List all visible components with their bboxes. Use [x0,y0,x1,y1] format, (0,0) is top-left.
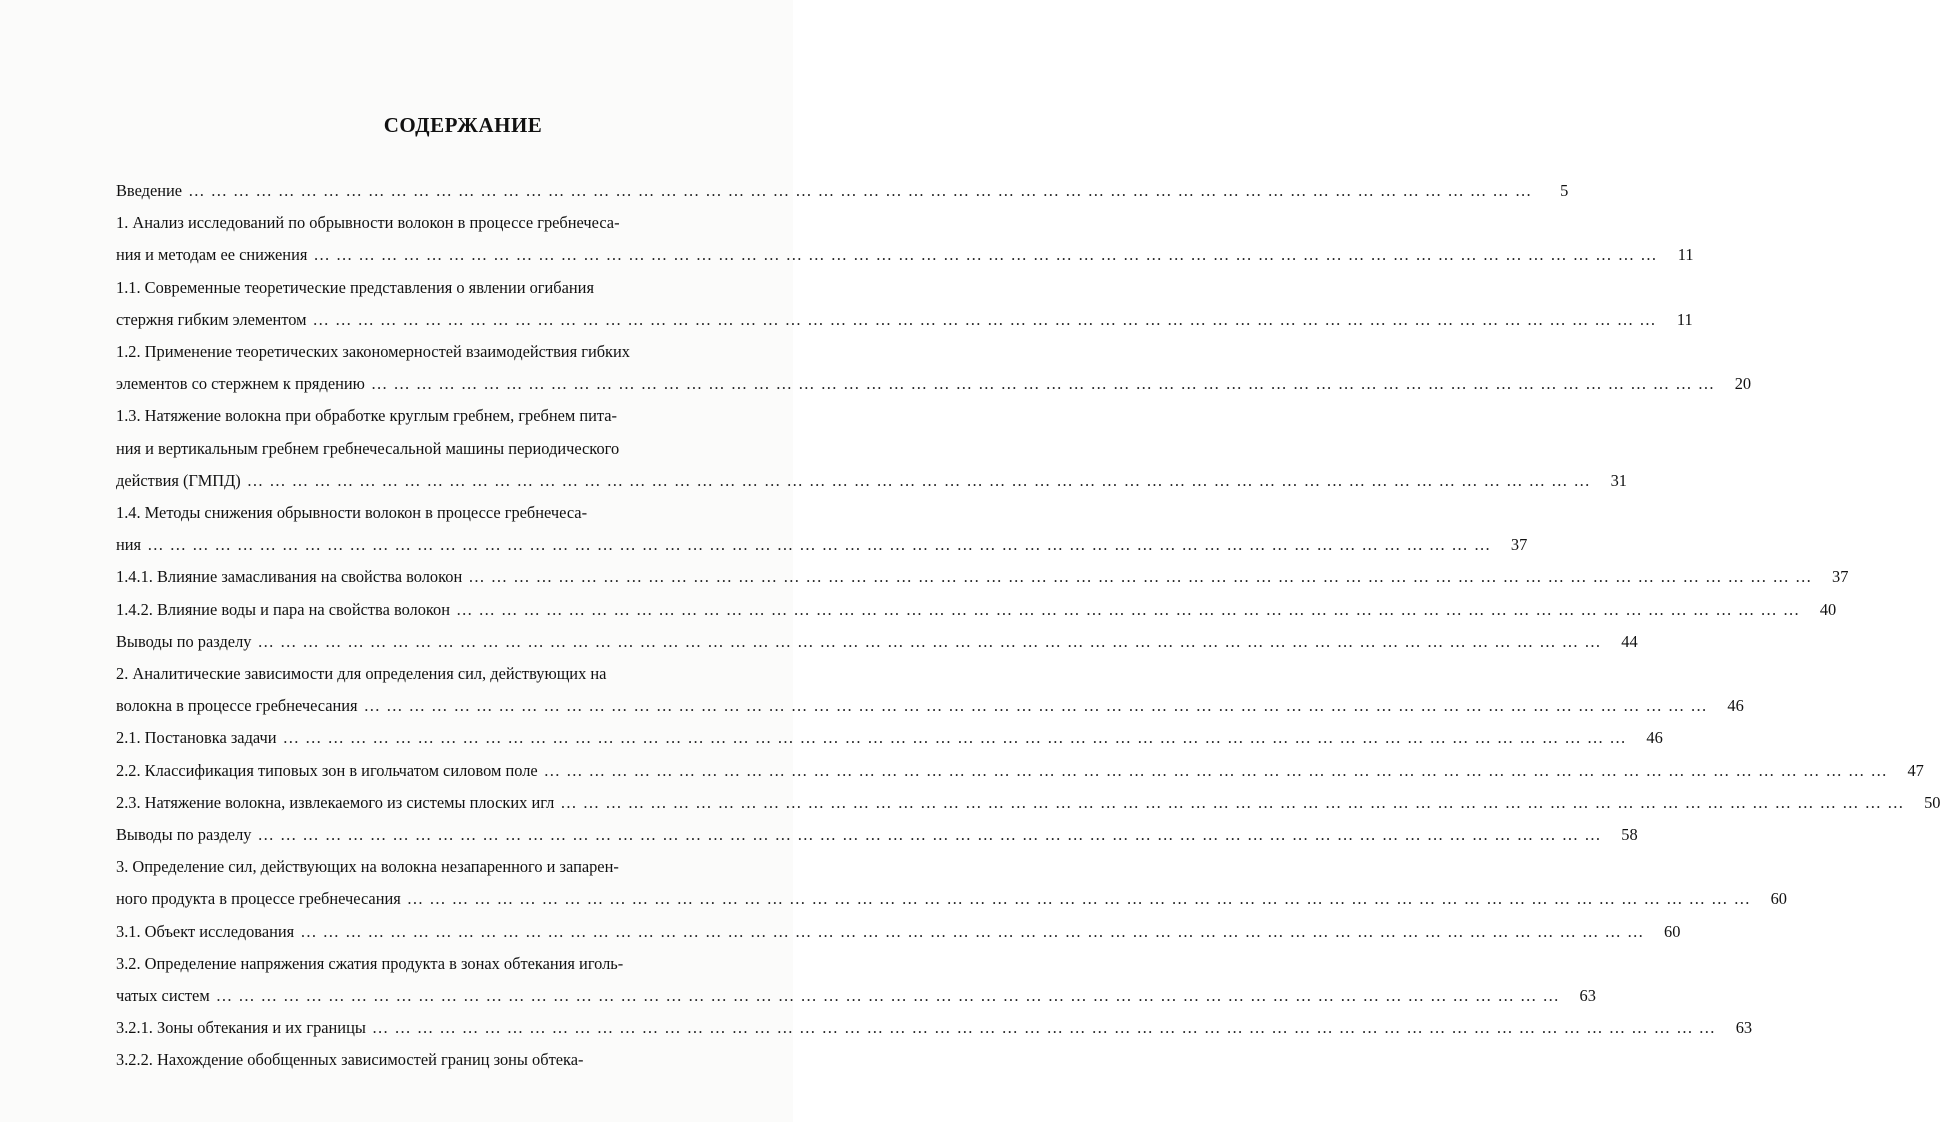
toc-entry-line [116,948,748,980]
toc-entry-line [116,304,1693,336]
leader-dots: … … … … … … … … … … … … … … … … … … … … … … … … … … … … … … … … … … … … … … … … … … … … … … … … … … … … … … … … … … … … [257,631,1602,651]
toc-entry-text: Выводы по разделу [116,631,252,651]
toc-page-number: 58 [1621,825,1638,845]
toc-page-number: 37 [1510,535,1528,555]
toc-entry-line [116,239,1694,271]
toc-entry-line [116,658,748,690]
leader-dots: … … … … … … … … … … … … … … … … … … … … … … … … … … … … … … … … … … … … … … … … … … … … … … … … … … … … … … … … … … … … [371,1018,1717,1038]
toc-entry-text: стержня гибким элементом [116,309,307,329]
leader-dots: … … … … … … … … … … … … … … … … … … … … … … … … … … … … … … … … … … … … … … … … … … … … … … … … … … … … … … … … … … … … [246,470,1591,490]
toc-entry-text: 3.1. Объект исследования [116,921,295,941]
toc-entry [116,1012,1753,1044]
toc-entry-line [116,755,1924,787]
leader-dots: … … … … … … … … … … … … … … … … … … … … … … … … … … … … … … … … … … … … … … … … … … … … … … … … … … … … … … … … … … … … [468,567,1813,587]
toc-entry-text: 3.2.2. Нахождение обобщенных зависимостей границ зоны обтека- [116,1050,584,1070]
leader-dots: … … … … … … … … … … … … … … … … … … … … … … … … … … … … … … … … … … … … … … … … … … … … … … … … … … … … … … … … … … … … [363,696,1708,716]
toc-entry-line [116,980,1596,1012]
toc-entry-text: 1.3. Натяжение волокна при обработке круглым гребнем, гребнем пита- [116,406,618,426]
toc-entry [116,497,1528,561]
toc-page-number: 46 [1727,696,1744,716]
toc-entry-text: элементов со стержнем к прядению [116,374,365,394]
toc-entry [116,819,1638,851]
toc-entry-line [116,819,1638,851]
toc-entry-line [116,561,1849,593]
toc-entry-text: 1.4. Методы снижения обрывности волокон в процессе гребнечеса- [116,503,588,523]
toc-entry [116,1044,748,1076]
toc-entry-line [116,787,1941,819]
toc-page-number: 37 [1832,567,1849,587]
toc-entry [116,851,1787,915]
leader-dots: … … … … … … … … … … … … … … … … … … … … … … … … … … … … … … … … … … … … … … … … … … … … … … … … … … … … … … … … … … … … [188,181,1533,200]
toc-entry-line [116,851,748,883]
toc-entry-text: 3. Определение сил, действующих на волокна незапаренного и запарен- [116,857,619,877]
toc-page-number: 5 [1560,181,1569,200]
leader-dots: … … … … … … … … … … … … … … … … … … … … … … … … … … … … … … … … … … … … … … … … … … … … … … … … … … … … … … … … … … … … [543,760,1888,780]
toc-entry-line [116,916,1681,948]
toc-page-number: 20 [1734,374,1752,394]
toc-entry-text: ния и вертикальным гребнем гребнечесальной машины периодического [116,438,620,458]
toc-entry-text: 1. Анализ исследований по обрывности волокон в процессе гребнечеса- [116,213,620,233]
leader-dots: … … … … … … … … … … … … … … … … … … … … … … … … … … … … … … … … … … … … … … … … … … … … … … … … … … … … … … … … … … … … [456,599,1801,619]
toc-entry-text: 1.2. Применение теоретических закономерностей взаимодействия гибких [116,342,630,362]
leader-dots: … … … … … … … … … … … … … … … … … … … … … … … … … … … … … … … … … … … … … … … … … … … … … … … … … … … … … … … … … … … … [370,374,1716,394]
toc-entry [116,400,1627,497]
toc-page-number: 63 [1735,1018,1753,1038]
toc-entry-text: 2.3. Натяжение волокна, извлекаемого из системы плоских игл [116,792,555,812]
toc-page-number: 60 [1664,921,1681,941]
toc-entry-text: ния [116,535,142,555]
toc-entry-line [116,1044,748,1076]
leader-dots: … … … … … … … … … … … … … … … … … … … … … … … … … … … … … … … … … … … … … … … … … … … … … … … … … … … … … … … … … … … … [147,535,1492,555]
toc-page-number: 50 [1924,792,1941,812]
leader-dots: … … … … … … … … … … … … … … … … … … … … … … … … … … … … … … … … … … … … … … … … … … … … … … … … … … … … … … … … … … … … [313,245,1658,265]
toc-entry-line [116,594,1837,626]
leader-dots: … … … … … … … … … … … … … … … … … … … … … … … … … … … … … … … … … … … … … … … … … … … … … … … … … … … … … … … … … … … … [406,889,1751,909]
toc-entry-line [116,368,1752,400]
toc-entry-text: 1.4.1. Влияние замасливания на свойства волокон [116,567,463,587]
toc-entry-line [116,690,1744,722]
toc-page-number: 11 [1676,309,1693,329]
toc-entry-text: 1.1. Современные теоретические представления о явлении огибания [116,277,594,297]
toc-entry-line [116,1012,1753,1044]
toc-entry-line [116,465,1627,497]
toc-page-number: 31 [1610,470,1627,490]
toc-entry-line [116,207,748,239]
leader-dots: … … … … … … … … … … … … … … … … … … … … … … … … … … … … … … … … … … … … … … … … … … … … … … … … … … … … … … … … … … … … [215,986,1560,1006]
leader-dots: … … … … … … … … … … … … … … … … … … … … … … … … … … … … … … … … … … … … … … … … … … … … … … … … … … … … … … … … … … … … [257,825,1602,845]
toc-page-number: 46 [1646,728,1663,748]
toc-page-number: 63 [1579,986,1596,1006]
toc-entry-text: Выводы по разделу [116,825,252,845]
toc-entry-line [116,497,748,529]
table-of-contents [116,175,1941,1077]
toc-entry [116,755,1924,787]
toc-entry-line [116,272,748,304]
toc-entry-line [116,336,748,368]
toc-entry-text: ния и методам ее снижения [116,245,308,265]
toc-entry [116,594,1837,626]
toc-entry [116,626,1638,658]
toc-entry-text: 2.1. Постановка задачи [116,728,277,748]
toc-entry-line [116,883,1787,915]
toc-entry-text: действия (ГМПД) [116,470,241,490]
toc-entry-text: 3.2.1. Зоны обтекания и их границы [116,1018,366,1038]
toc-entry [116,916,1681,948]
toc-entry [116,722,1663,754]
leader-dots: … … … … … … … … … … … … … … … … … … … … … … … … … … … … … … … … … … … … … … … … … … … … … … … … … … … … … … … … … … … … [300,921,1645,941]
leader-dots: … … … … … … … … … … … … … … … … … … … … … … … … … … … … … … … … … … … … … … … … … … … … … … … … … … … … … … … … … … … … [282,728,1627,748]
toc-page-number: 11 [1677,245,1694,265]
toc-page-number: 40 [1819,599,1837,619]
toc-entry-text: чатых систем [116,986,210,1006]
leader-dots: … … … … … … … … … … … … … … … … … … … … … … … … … … … … … … … … … … … … … … … … … … … … … … … … … … … … … … … … … … … … [560,792,1905,812]
toc-entry-text: 1.4.2. Влияние воды и пара на свойства волокон [116,599,451,619]
toc-entry-text: 3.2. Определение напряжения сжатия продукта в зонах обтекания иголь- [116,953,624,973]
leader-dots: … … … … … … … … … … … … … … … … … … … … … … … … … … … … … … … … … … … … … … … … … … … … … … … … … … … … … … … … … … … … [312,309,1657,329]
toc-entry-line [116,529,1528,561]
toc-entry-text: Введение [116,181,183,200]
toc-entry-line [116,722,1663,754]
toc-entry [116,787,1941,819]
toc-entry-line [116,433,748,465]
toc-entry-text: волокна в процессе гребнечесания [116,696,358,716]
page-title: СОДЕРЖАНИЕ [383,113,543,137]
toc-page-number: 47 [1907,760,1924,780]
toc-entry [116,272,1693,336]
toc-entry [116,175,1569,207]
toc-entry-line [116,400,748,432]
toc-entry [116,561,1849,593]
toc-entry [116,336,1752,400]
toc-entry [116,207,1694,271]
toc-entry-text: 2. Аналитические зависимости для определения сил, действующих на [116,664,607,684]
toc-page-number: 44 [1621,631,1638,651]
toc-entry-line [116,626,1638,658]
toc-entry [116,658,1744,722]
toc-entry-text: ного продукта в процессе гребнечесания [116,889,401,909]
toc-page-number: 60 [1770,889,1787,909]
toc-entry [116,948,1596,1012]
toc-entry-text: 2.2. Классификация типовых зон в игольчатом силовом поле [116,760,538,780]
toc-entry-line [116,175,1569,207]
